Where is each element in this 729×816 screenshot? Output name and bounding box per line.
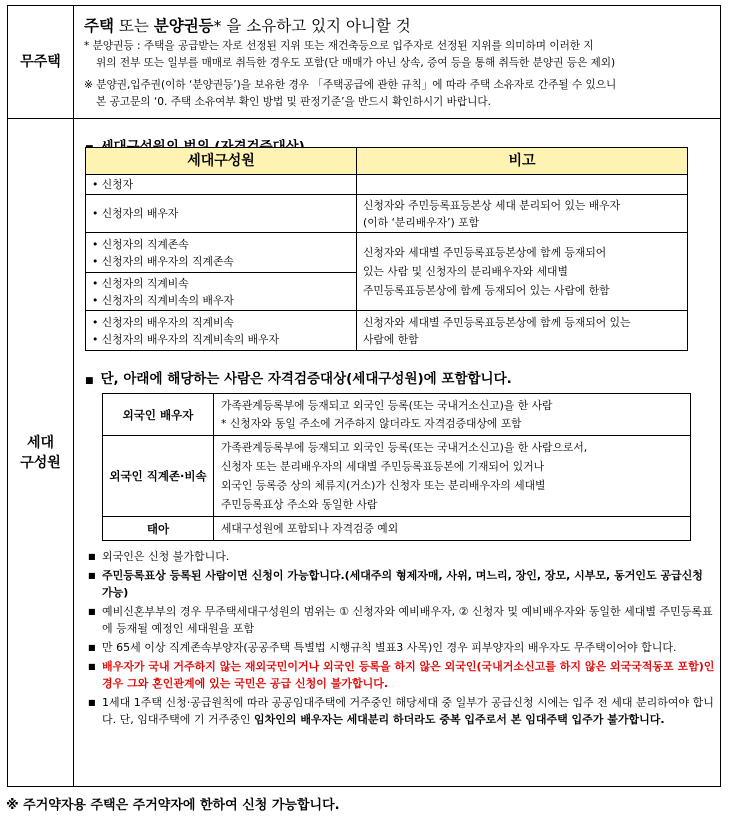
scope-table	[85, 147, 688, 351]
included-desc: 가족관계등록부에 등재되고 외국인 등록(또는 국내거소신고)을 한 사람 * 신청자와 동일 주소에 거주하지 않더라도 자격검증대상에 포함	[214, 394, 691, 436]
included-label: 외국인 배우자	[103, 394, 214, 436]
included-heading: ■ 단, 아래에 해당하는 사람은 자격검증대상(세대구성원)에 포함합니다.	[85, 371, 512, 387]
member-cell: • 신청자의 직계존속 • 신청자의 배우자의 직계존속	[86, 233, 357, 273]
household-label: 세대 구성원	[8, 119, 74, 786]
note-item: ■ 외국인은 신청 불가합니다.	[88, 550, 230, 563]
included-label: 태아	[103, 517, 214, 541]
no-house-note1-line1: * 분양권등 : 주택을 공급받는 자로 선정된 지위 또는 재건축등으로 입주자로 선정된 지위를 의미하며 이러한 지	[84, 40, 594, 52]
member-cell: • 신청자의 배우자의 직계비속 • 신청자의 배우자의 직계비속의 배우자	[86, 311, 357, 351]
included-label: 외국인 직계존·비속	[103, 436, 214, 517]
remark-cell: 신청자와 주민등록표등본상 세대 분리되어 있는 배우자 (이하 ‘분리배우자’) 포함	[357, 195, 688, 233]
note-item: ■ 주민등록표상 등록된 사람이면 신청이 가능합니다.(세대주의 형제자매, 사위, 며느리, 장인, 장모, 시부모, 동거인도 공급신청 가능)	[88, 569, 703, 599]
note-item: ■ 배우자가 국내 거주하지 않는 재외국민이거나 외국인 등록을 하지 않은 외국인(국내거소신고를 하지 않은 외국국적동포 포함)인 경우 그와 혼인관계에 있는 국민은 공급 신청이 불가합니다.	[88, 660, 715, 690]
note-item: ■ 예비신혼부부의 경우 무주택세대구성원의 범위는 ① 신청자와 예비배우자, ② 신청자 및 예비배우자와 동일한 세대별 주민등록표에 등재될 예정인 세대원을 포함	[88, 605, 713, 635]
included-table	[102, 393, 691, 541]
no-house-note2-line2: 본 공고문의 ‘0. 주택 소유여부 확인 방법 및 판정기준’을 반드시 확인하시기 바랍니다.	[96, 96, 491, 108]
col-remark-header: 비고	[357, 148, 688, 175]
note-item: ■ 만 65세 이상 직계존속부양자(공공주택 특별법 시행규칙 별표3 사목)인 경우 피부양자의 배우자도 무주택이어야 합니다.	[88, 641, 677, 654]
no-house-note2-line1: ※ 분양권,입주권(이하 ‘분양권등’)을 보유한 경우 「주택공급에 관한 규칙」에 따라 주택 소유자로 간주될 수 있으니	[84, 79, 617, 91]
footer-note: ※ 주거약자용 주택은 주거약자에 한하여 신청 가능합니다.	[6, 798, 340, 813]
note-item: ■ 1세대 1주택 신청·공급원칙에 따라 공공임대주택에 거주중인 해당세대 중 일부가 공급신청 시에는 입주 전 세대 분리하여야 합니다. 단, 임대주택에 기 거주중인 임차인의 배우자는 세대분리 하더라도 중복 입주로서 본 임대주택 입주가 불가합니다.	[88, 696, 714, 726]
remark-cell: 신청자와 세대별 주민등록표등본상에 함께 등재되어 있는 사람 및 신청자의 분리배우자와 세대별 주민등록표등본상에 함께 등재되어 있는 사람에 한함	[357, 233, 688, 311]
remark-cell	[357, 175, 688, 195]
included-desc: 가족관계등록부에 등재되고 외국인 등록(또는 국내거소신고)을 한 사람으로서, 신청자 또는 분리배우자의 세대별 주민등록표등본에 기재되어 있거나 외국인 등록증 상의 체류지(거소)가 신청자 또는 분리배우자의 세대별 주민등록표상 주소와 동일한 사람	[214, 436, 691, 517]
included-desc: 세대구성원에 포함되나 자격검증 예외	[214, 517, 691, 541]
divider	[8, 118, 720, 119]
no-house-label: 무주택	[8, 6, 74, 118]
member-cell: • 신청자	[86, 175, 357, 195]
col-member-header: 세대구성원	[86, 148, 357, 175]
no-house-note1-line2: 위의 전부 또는 일부를 매매로 취득한 경우도 포함(단 매매가 아닌 상속, 증여 등을 통해 취득한 분양권 등은 제외)	[96, 57, 616, 69]
remark-cell: 신청자와 세대별 주민등록표등본상에 함께 등재되어 있는 사람에 한함	[357, 311, 688, 351]
member-cell: • 신청자의 직계비속 • 신청자의 직계비속의 배우자	[86, 273, 357, 311]
member-cell: • 신청자의 배우자	[86, 195, 357, 233]
no-house-title: 주택 또는 분양권등* 을 소유하고 있지 아니할 것	[84, 17, 411, 35]
notes-list	[88, 548, 716, 730]
